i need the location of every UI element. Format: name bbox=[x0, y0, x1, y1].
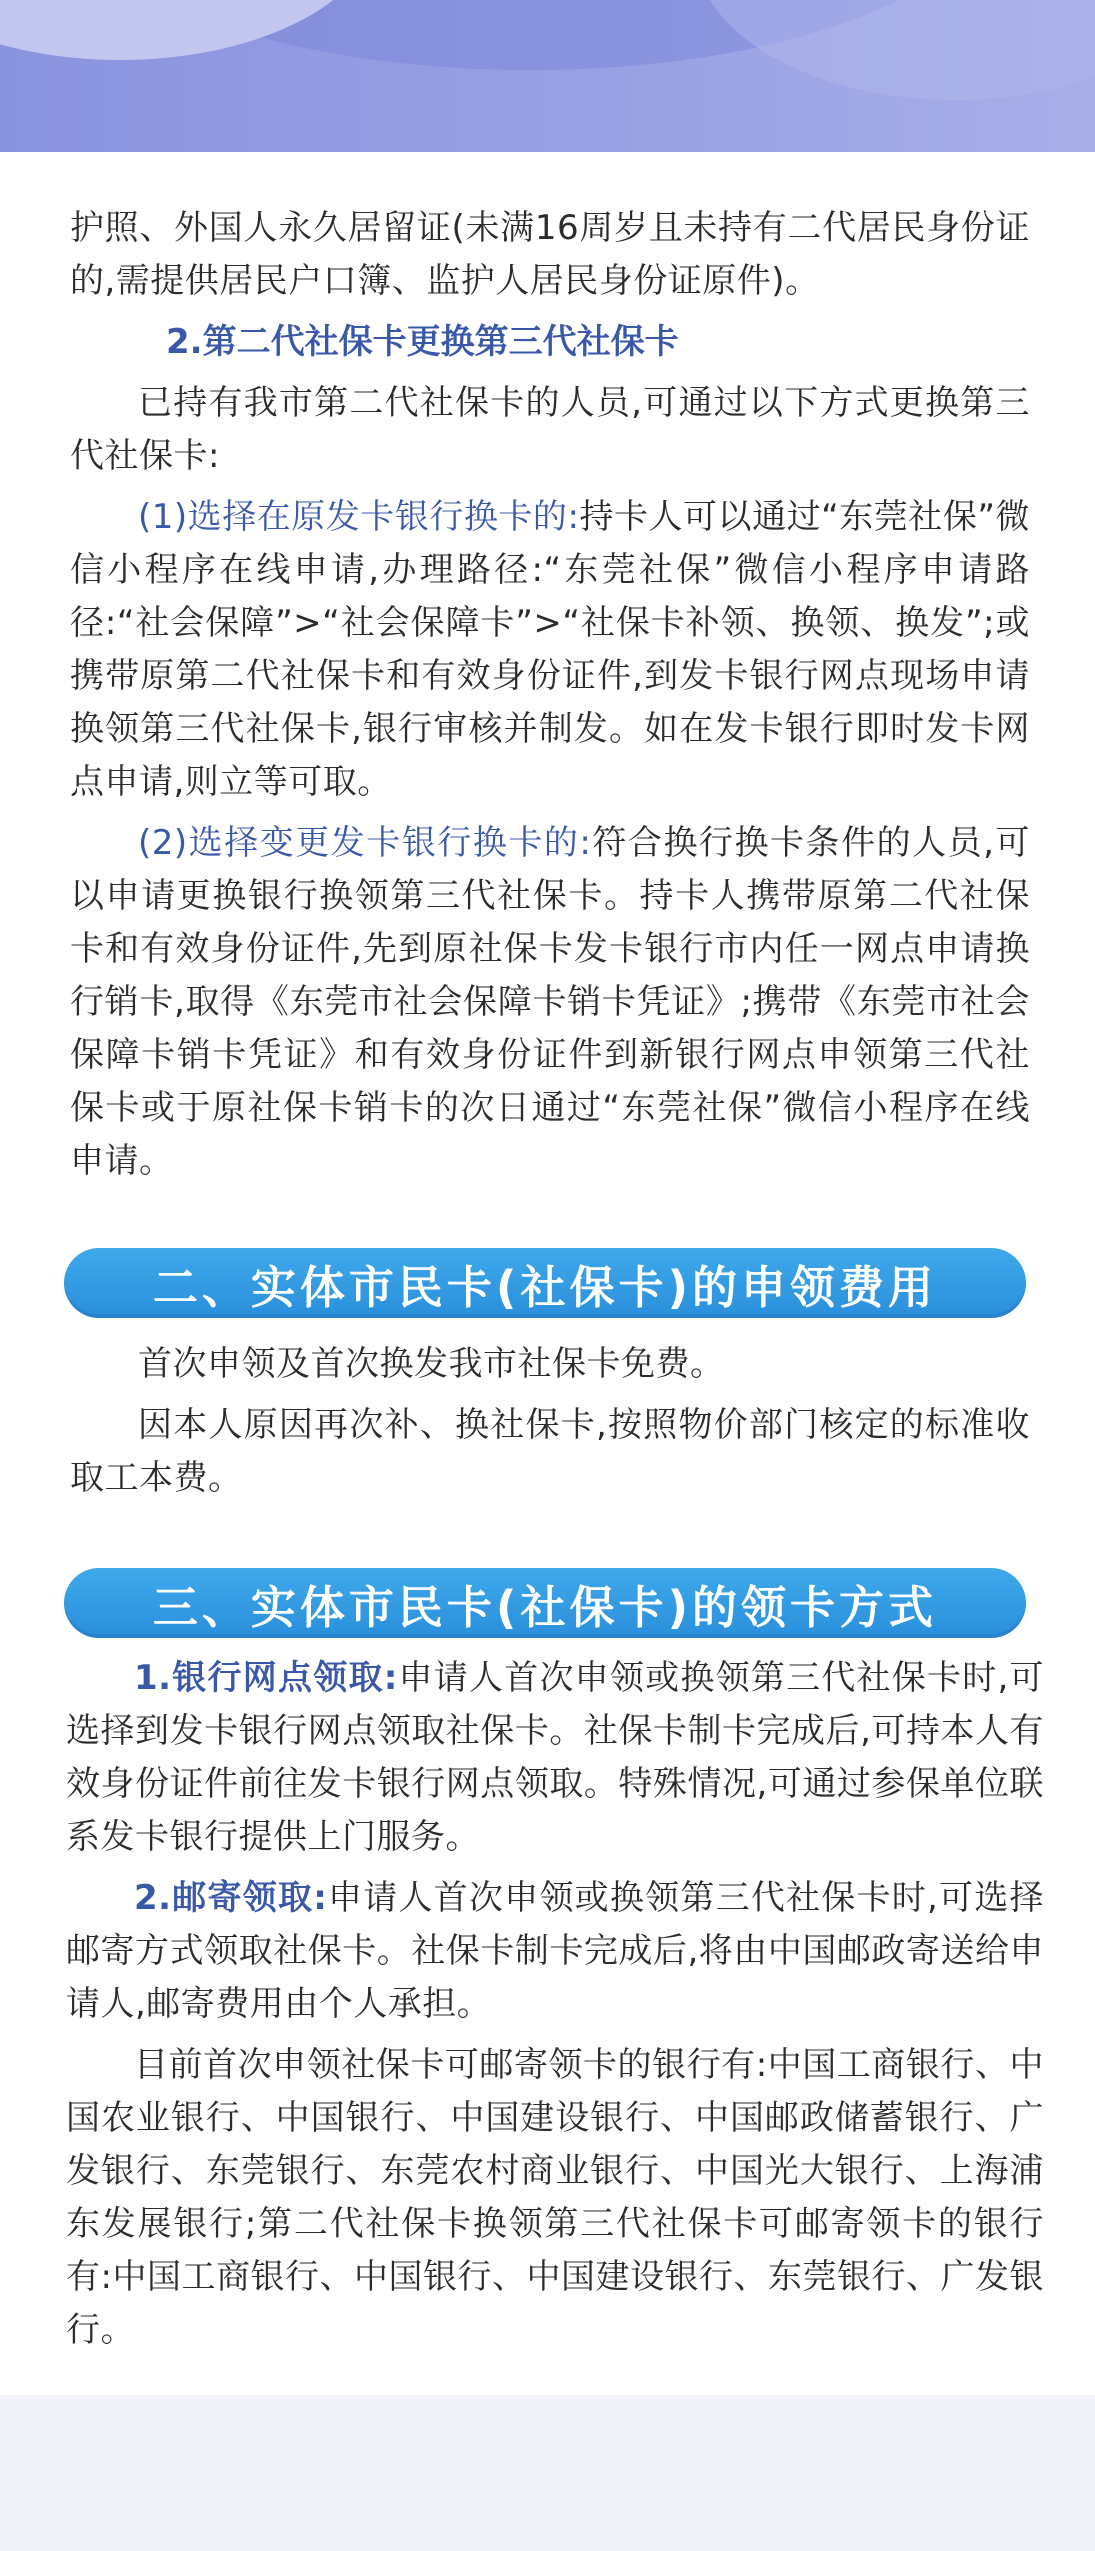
replacement-subheading: 2.第二代社保卡更换第三代社保卡 bbox=[166, 322, 679, 362]
original-bank-option-text: 持卡人可以通过“东莞社保”微信小程序在线申请,办理路径:“东莞社保”微信小程序申请路径:“社会保障”>“社会保障卡”>“社保卡补领、换领、换发”;或携带原第二代社保卡和有效身份证件,到发卡银行网点现场申请换领第三代社保卡,银行审核并制发。如在发卡银行即时发卡网点申请,则立等可取。 bbox=[70, 497, 1030, 802]
mail-banks-paragraph: 目前首次申领社保卡可邮寄领卡的银行有:中国工商银行、中国农业银行、中国银行、中国建设银行、中国邮政储蓄银行、广发银行、东莞银行、东莞农村商业银行、中国光大银行、上海浦东发展银行;第二代社保卡换领第三代社保卡可邮寄领卡的银行有:中国工商银行、中国银行、中国建设银行、东莞银行、广发银行。 bbox=[66, 2045, 1044, 2350]
mail-pickup-label: 2.邮寄领取: bbox=[134, 1878, 328, 1918]
change-bank-option-label: (2)选择变更发卡银行换卡的: bbox=[138, 823, 592, 863]
fees-section-heading bbox=[64, 1248, 1026, 1318]
id-documents-paragraph: 护照、外国人永久居留证(未满16周岁且未持有二代居民身份证的,需提供居民户口簿、监护人居民身份证原件)。 bbox=[70, 208, 1030, 301]
social-card-replacement-section bbox=[70, 202, 1030, 1196]
bank-pickup-paragraph bbox=[66, 1652, 1044, 1864]
original-bank-option-label: (1)选择在原发卡银行换卡的: bbox=[138, 497, 580, 537]
mail-pickup-paragraph bbox=[66, 1872, 1044, 2031]
pickup-section-title: 三、实体市民卡(社保卡)的领卡方式 bbox=[152, 1580, 938, 1634]
header-decoration-band bbox=[0, 0, 1095, 152]
fees-section-title: 二、实体市民卡(社保卡)的申领费用 bbox=[152, 1260, 938, 1314]
pickup-section-heading bbox=[64, 1568, 1026, 1638]
pickup-section bbox=[66, 1652, 1044, 2365]
bank-pickup-text: 申请人首次申领或换领第三代社保卡时,可选择到发卡银行网点领取社保卡。社保卡制卡完成后,可持本人有效身份证件前往发卡银行网点领取。特殊情况,可通过参保单位联系发卡银行提供上门服务。 bbox=[66, 1658, 1044, 1857]
mail-pickup-text: 申请人首次申领或换领第三代社保卡时,可选择邮寄方式领取社保卡。社保卡制卡完成后,将由中国邮政寄送给申请人,邮寄费用由个人承担。 bbox=[66, 1878, 1044, 2024]
bank-pickup-label: 1.银行网点领取: bbox=[134, 1658, 398, 1698]
replacement-intro-paragraph: 已持有我市第二代社保卡的人员,可通过以下方式更换第三代社保卡: bbox=[70, 383, 1030, 476]
footer-band bbox=[0, 2395, 1095, 2551]
free-issue-paragraph: 首次申领及首次换发我市社保卡免费。 bbox=[138, 1344, 725, 1384]
original-bank-option-paragraph bbox=[70, 491, 1030, 809]
reissue-fee-paragraph: 因本人原因再次补、换社保卡,按照物价部门核定的标准收取工本费。 bbox=[70, 1405, 1030, 1498]
fees-section bbox=[70, 1338, 1030, 1513]
change-bank-option-paragraph bbox=[70, 817, 1030, 1188]
change-bank-option-text: 符合换行换卡条件的人员,可以申请更换银行换领第三代社保卡。持卡人携带原第二代社保卡和有效身份证件,先到原社保卡发卡银行市内任一网点申请换行销卡,取得《东莞市社会保障卡销卡凭证》;携带《东莞市社会保障卡销卡凭证》和有效身份证件到新银行网点申领第三代社保卡或于原社保卡销卡的次日通过“东莞社保”微信小程序在线申请。 bbox=[70, 823, 1030, 1181]
header-wave-shape-right bbox=[695, 0, 1095, 100]
